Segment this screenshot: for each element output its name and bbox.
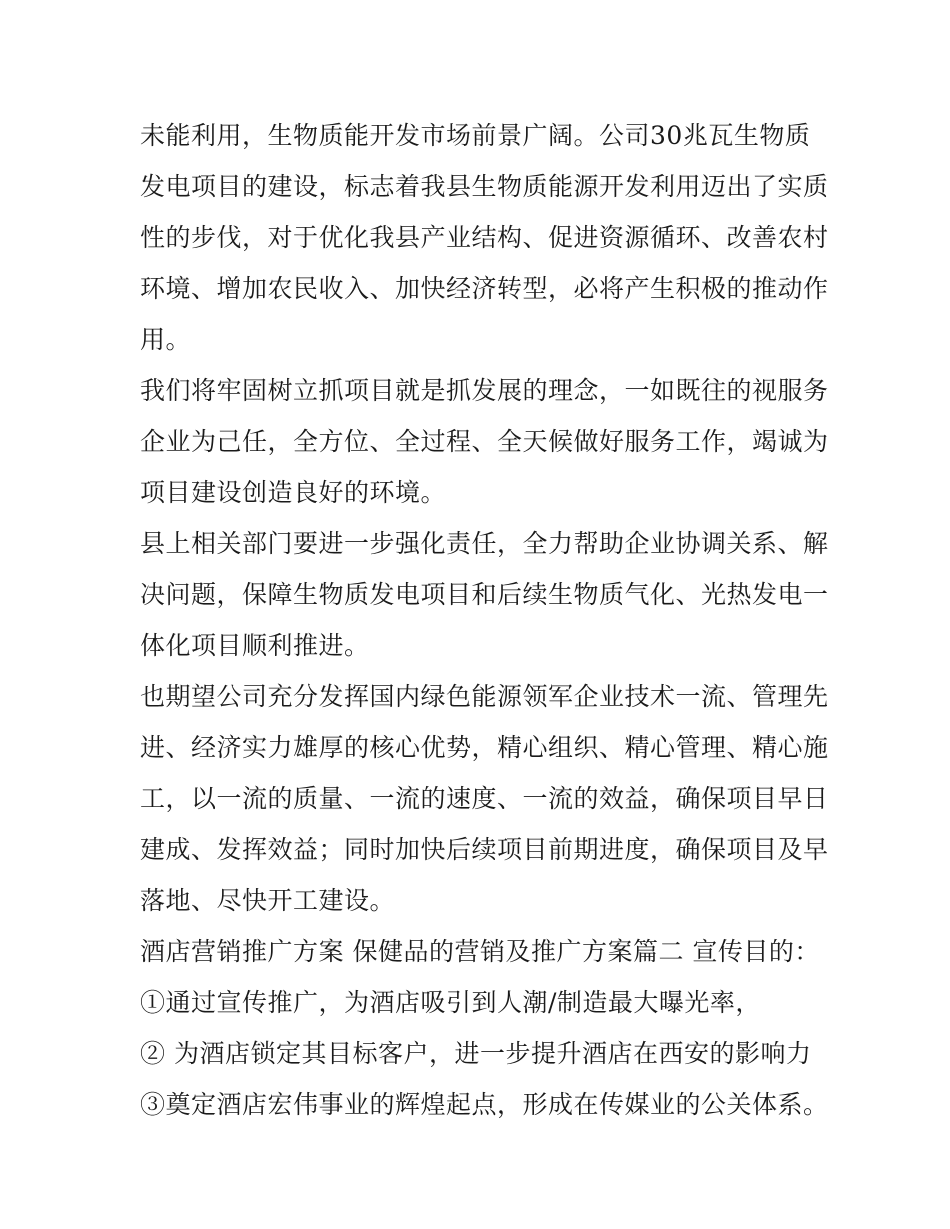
text-line: ② 为酒店锁定其目标客户，进一步提升酒店在西安的影响力: [140, 1039, 812, 1068]
text-line: 性的步伐，对于优化我县产业结构、促进资源循环、改善农村: [140, 223, 829, 252]
text-line: 建成、发挥效益；同时加快后续项目前期进度，确保项目及早: [140, 835, 829, 864]
paragraph-hotel-marketing-heading: [140, 926, 820, 977]
text-line: 我们将牢固树立抓项目就是抓发展的理念，一如既往的视服务: [140, 376, 829, 405]
text-line: 用。: [140, 325, 192, 354]
text-line: 酒店营销推广方案 保健品的营销及推广方案篇二 宣传目的：: [140, 937, 820, 966]
document-body: [140, 110, 829, 1130]
text-line: 发电项目的建设，标志着我县生物质能源开发利用迈出了实质: [140, 172, 829, 201]
text-line: 环境、增加农民收入、加快经济转型，必将产生积极的推动作: [140, 274, 829, 303]
list-item-goal-3: [140, 1079, 829, 1130]
text-line: 落地、尽快开工建设。: [140, 886, 396, 915]
text-line: ③奠定酒店宏伟事业的辉煌起点，形成在传媒业的公关体系。: [140, 1090, 829, 1119]
text-line: 未能利用，生物质能开发市场前景广阔。公司30兆瓦生物质: [140, 121, 811, 150]
text-line: 进、经济实力雄厚的核心优势，精心组织、精心管理、精心施: [140, 733, 829, 762]
text-line: 也期望公司充分发挥国内绿色能源领军企业技术一流、管理先: [140, 682, 829, 711]
paragraph-company-expectations: [140, 671, 829, 926]
text-line: 项目建设创造良好的环境。: [140, 478, 447, 507]
paragraph-biomass-prospects: [140, 110, 829, 365]
list-item-goal-1: [140, 977, 820, 1028]
list-item-goal-2: [140, 1028, 820, 1079]
text-line: 决问题，保障生物质发电项目和后续生物质气化、光热发电一: [140, 580, 829, 609]
paragraph-service-commitment: [140, 365, 829, 518]
text-line: 工，以一流的质量、一流的速度、一流的效益，确保项目早日: [140, 784, 829, 813]
paragraph-department-responsibility: [140, 518, 829, 671]
text-line: 体化项目顺利推进。: [140, 631, 370, 660]
text-line: 企业为己任，全方位、全过程、全天候做好服务工作，竭诚为: [140, 427, 829, 456]
text-line: 县上相关部门要进一步强化责任，全力帮助企业协调关系、解: [140, 529, 829, 558]
text-line: ①通过宣传推广，为酒店吸引到人潮/制造最大曝光率，: [140, 988, 761, 1017]
